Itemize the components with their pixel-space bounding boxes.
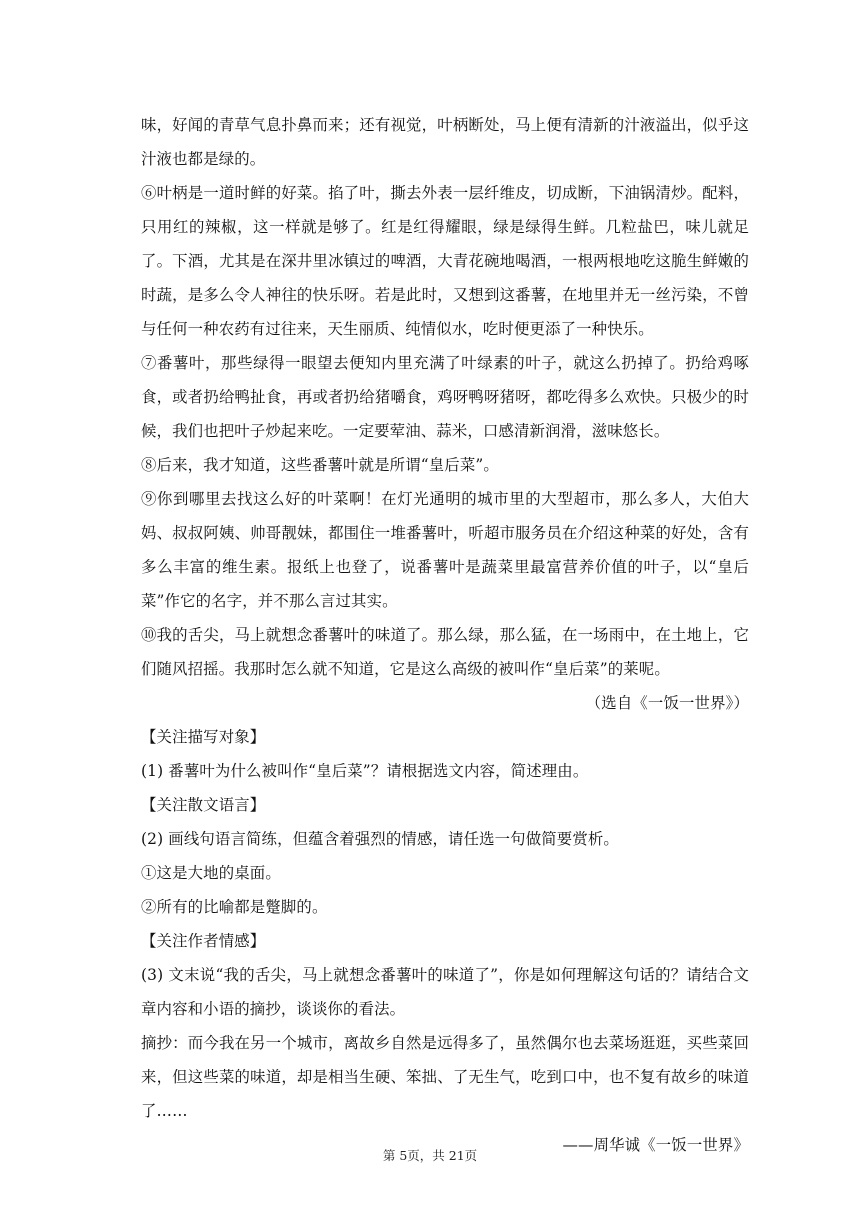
paragraph-7: ⑦番薯叶，那些绿得一眼望去便知内里充满了叶绿素的叶子，就这么扔掉了。扔给鸡啄食，或者扔给鸭扯食，再或者扔给猪嚼食，鸡呀鸭呀猪呀，都吃得多么欢快。只极少的时候，我们也把叶子炒起来吃。一定要荤油、蒜米，口感清新润滑，滋味悠长。 bbox=[141, 354, 749, 440]
page-footer: 第 5页，共 21页 bbox=[382, 1148, 478, 1163]
question-2-sentence-2: ②所有的比喻都是蹩脚的。 bbox=[141, 898, 328, 916]
question-2-header: 【关注散文语言】 bbox=[141, 796, 266, 814]
paragraph-8: ⑧后来，我才知道，这些番薯叶就是所谓“皇后菜”。 bbox=[141, 456, 499, 474]
source-citation: （选自《一饭一世界》） bbox=[585, 694, 749, 712]
question-1-text: (1) 番薯叶为什么被叫作“皇后菜”？请根据选文内容，简述理由。 bbox=[141, 762, 589, 780]
document-body bbox=[141, 108, 749, 1162]
paragraph-5-continued: 味，好闻的青草气息扑鼻而来；还有视觉，叶柄断处，马上便有清新的汁液溢出，似乎这汁液也都是绿的。 bbox=[141, 116, 749, 168]
question-3-excerpt: 摘抄：而今我在另一个城市，离故乡自然是远得多了，虽然偶尔也去菜场逛逛，买些菜回来，但这些菜的味道，却是相当生硬、笨拙、了无生气，吃到口中，也不复有故乡的味道了…… bbox=[141, 1034, 749, 1120]
question-2-text: (2) 画线句语言简练，但蕴含着强烈的情感，请任选一句做简要赏析。 bbox=[141, 830, 619, 848]
paragraph-9: ⑨你到哪里去找这么好的叶菜啊！在灯光通明的城市里的大型超市，那么多人，大伯大妈、叔叔阿姨、帅哥靓妹，都围住一堆番薯叶，听超市服务员在介绍这种菜的好处，含有多么丰富的维生素。报纸上也登了，说番薯叶是蔬菜里最富营养价值的叶子，以“皇后菜”作它的名字，并不那么言过其实。 bbox=[141, 490, 749, 610]
question-1-header: 【关注描写对象】 bbox=[141, 728, 266, 746]
question-3-header: 【关注作者情感】 bbox=[141, 932, 266, 950]
question-3-text: (3) 文末说“我的舌尖，马上就想念番薯叶的味道了”，你是如何理解这句话的？请结合文章内容和小语的摘抄，谈谈你的看法。 bbox=[141, 966, 749, 1018]
paragraph-6: ⑥叶柄是一道时鲜的好菜。掐了叶，撕去外表一层纤维皮，切成断，下油锅清炒。配料，只用红的辣椒，这一样就是够了。红是红得耀眼，绿是绿得生鲜。几粒盐巴，味儿就足了。下酒，尤其是在深井里冰镇过的啤酒，大青花碗地喝酒，一根两根地吃这脆生鲜嫩的时蔬，是多么令人神往的快乐呀。若是此时，又想到这番薯，在地里并无一丝污染，不曾与任何一种农药有过往来，天生丽质、纯情似水，吃时便更添了一种快乐。 bbox=[141, 184, 749, 338]
question-2-sentence-1: ①这是大地的桌面。 bbox=[141, 864, 281, 882]
paragraph-10: ⑩我的舌尖，马上就想念番薯叶的味道了。那么绿，那么猛，在一场雨中，在土地上，它们随风招摇。我那时怎么就不知道，它是这么高级的被叫作“皇后菜”的莱呢。 bbox=[141, 626, 749, 678]
excerpt-attribution: ——周华诚《一饭一世界》 bbox=[562, 1136, 749, 1154]
